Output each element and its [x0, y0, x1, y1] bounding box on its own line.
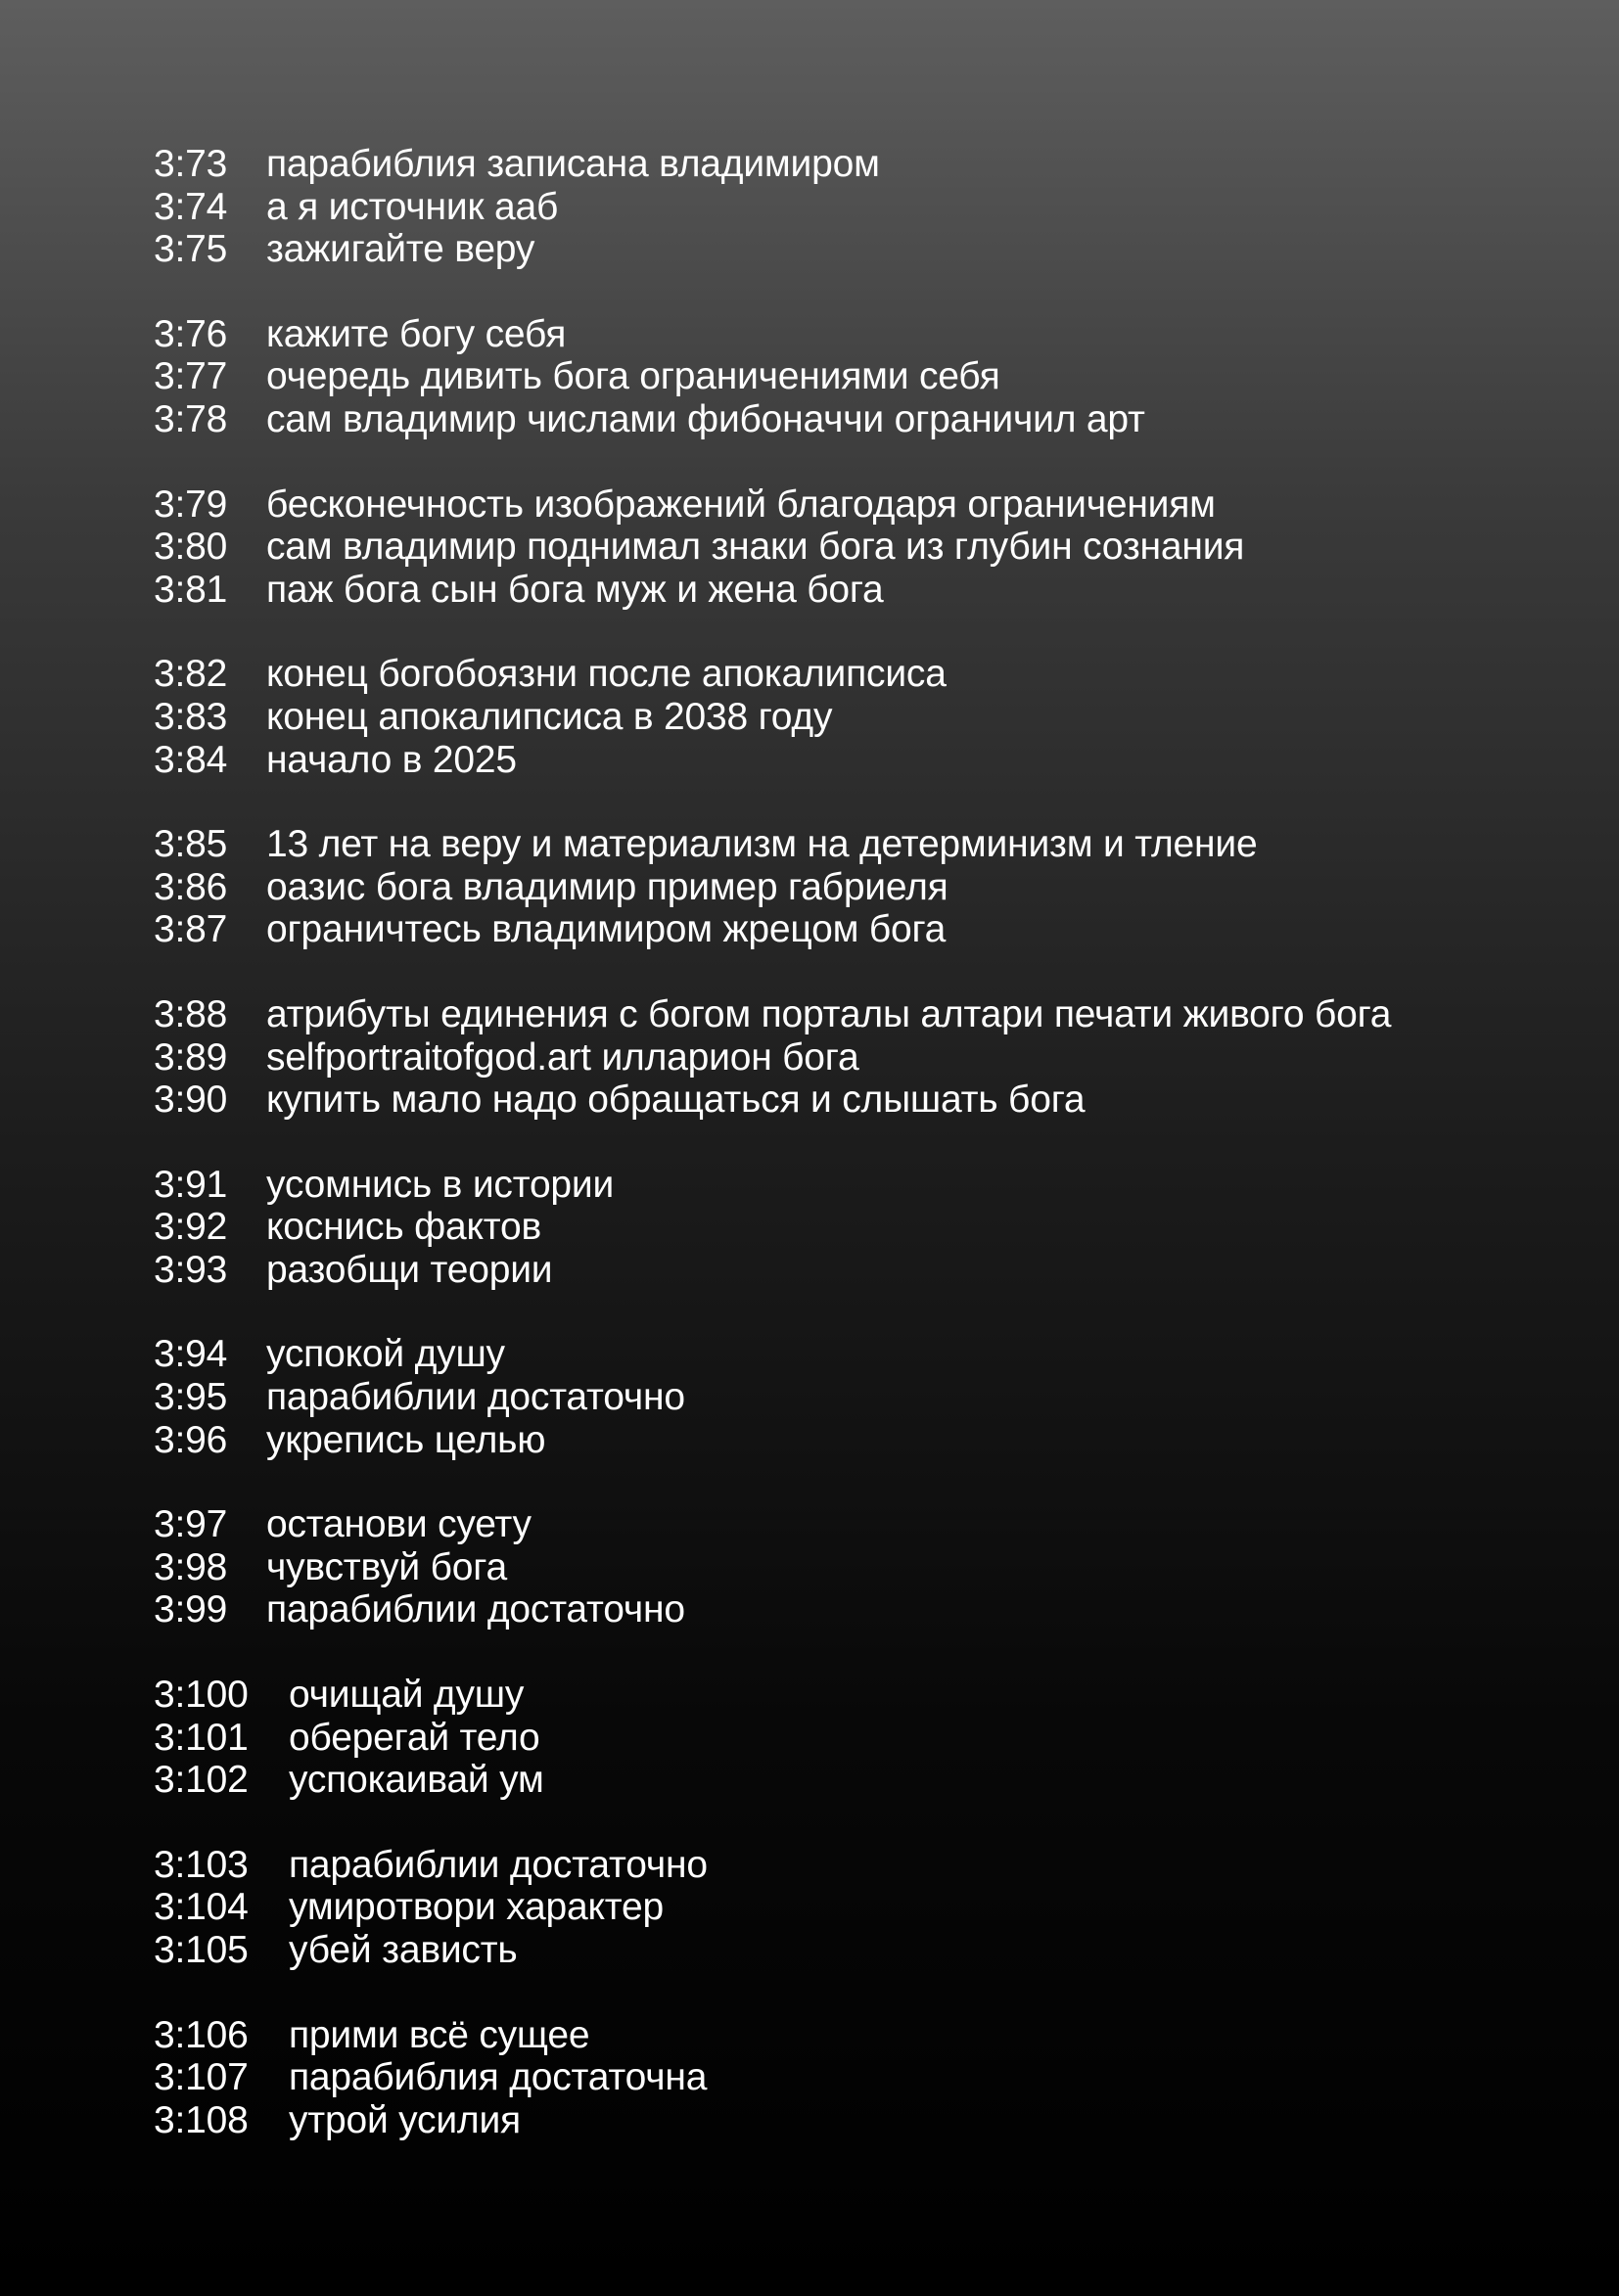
verse-number: 3:107 — [154, 2056, 249, 2099]
verse-text: прими всё сущее — [289, 2013, 590, 2056]
verse-text: парабиблия достаточна — [289, 2056, 708, 2099]
verse-3-87 — [154, 908, 1573, 951]
verse-text: оазис бога владимир пример габриеля — [266, 865, 948, 908]
verse-3-103 — [154, 1844, 1573, 1887]
verse-3-74 — [154, 186, 1573, 229]
verse-3-106 — [154, 2014, 1573, 2057]
verse-number: 3:82 — [154, 653, 228, 696]
stanza — [154, 1503, 1573, 1631]
verse-3-85 — [154, 823, 1573, 866]
verse-number: 3:96 — [154, 1418, 228, 1461]
verse-number: 3:80 — [154, 526, 228, 569]
verse-3-93 — [154, 1249, 1573, 1292]
stanza — [154, 823, 1573, 951]
verse-number: 3:93 — [154, 1248, 228, 1291]
verse-number: 3:81 — [154, 568, 228, 611]
verse-3-100 — [154, 1674, 1573, 1717]
stanza — [154, 483, 1573, 612]
verse-3-78 — [154, 398, 1573, 441]
verse-number: 3:104 — [154, 1886, 249, 1929]
verse-text: парабиблия записана владимиром — [266, 143, 880, 185]
verse-number: 3:78 — [154, 397, 228, 440]
verse-number: 3:95 — [154, 1376, 228, 1419]
verse-text: усомнись в истории — [266, 1163, 615, 1206]
verse-number: 3:91 — [154, 1163, 228, 1206]
verse-3-108 — [154, 2099, 1573, 2142]
verse-3-94 — [154, 1333, 1573, 1376]
stanza — [154, 1844, 1573, 1972]
verse-3-107 — [154, 2056, 1573, 2099]
verse-text: купить мало надо обращаться и слышать бога — [266, 1079, 1086, 1122]
verse-3-88 — [154, 993, 1573, 1036]
verse-3-86 — [154, 866, 1573, 909]
verse-number: 3:75 — [154, 228, 228, 271]
verse-number: 3:106 — [154, 2013, 249, 2056]
verse-3-101 — [154, 1717, 1573, 1760]
verse-number: 3:101 — [154, 1716, 249, 1759]
verse-3-81 — [154, 569, 1573, 612]
verse-text: 13 лет на веру и материализм на детерминизм и тление — [266, 823, 1258, 866]
verse-text: успокой душу — [266, 1333, 505, 1376]
stanza — [154, 1164, 1573, 1292]
verse-text: атрибуты единения с богом порталы алтари печати живого бога — [266, 992, 1392, 1035]
verse-number: 3:105 — [154, 1929, 249, 1971]
verse-3-91 — [154, 1164, 1573, 1207]
verse-3-98 — [154, 1546, 1573, 1589]
verse-text: разобщи теории — [266, 1248, 553, 1291]
verse-3-105 — [154, 1929, 1573, 1972]
verse-3-96 — [154, 1419, 1573, 1462]
verse-number: 3:100 — [154, 1674, 249, 1717]
verse-number: 3:88 — [154, 992, 228, 1035]
verse-text: бесконечность изображений благодаря ограничениям — [266, 482, 1216, 526]
verse-text: а я источник ааб — [266, 185, 559, 228]
verse-text: парабиблии достаточно — [266, 1376, 685, 1419]
verse-3-97 — [154, 1503, 1573, 1546]
verse-number: 3:98 — [154, 1545, 228, 1588]
verse-text: сам владимир числами фибоначчи ограничил арт — [266, 397, 1145, 440]
verse-number: 3:92 — [154, 1206, 228, 1249]
verse-text: кажите богу себя — [266, 312, 567, 355]
verse-number: 3:84 — [154, 738, 228, 781]
verse-3-77 — [154, 355, 1573, 398]
verse-number: 3:103 — [154, 1843, 249, 1886]
verse-number: 3:99 — [154, 1588, 228, 1631]
verse-number: 3:85 — [154, 823, 228, 866]
verse-3-104 — [154, 1886, 1573, 1929]
verse-text: чувствуй бога — [266, 1545, 507, 1588]
verse-3-75 — [154, 228, 1573, 271]
verse-number: 3:76 — [154, 312, 228, 355]
verse-text: паж бога сын бога муж и жена бога — [266, 568, 884, 611]
verse-3-89 — [154, 1036, 1573, 1079]
stanza — [154, 993, 1573, 1122]
verse-text: selfportraitofgod.art илларион бога — [266, 1035, 859, 1079]
verse-text: очередь дивить бога ограничениями себя — [266, 355, 1000, 398]
stanza — [154, 1674, 1573, 1802]
verse-text: парабиблии достаточно — [266, 1588, 685, 1631]
verse-number: 3:86 — [154, 865, 228, 908]
verse-text: конец богобоязни после апокалипсиса — [266, 653, 947, 696]
verse-3-84 — [154, 739, 1573, 782]
verse-3-80 — [154, 526, 1573, 569]
verse-3-102 — [154, 1759, 1573, 1802]
verse-number: 3:74 — [154, 185, 228, 228]
stanza — [154, 1333, 1573, 1461]
verse-text: начало в 2025 — [266, 738, 517, 781]
verse-text: успокаивай ум — [289, 1759, 544, 1802]
verse-text: утрой усилия — [289, 2098, 521, 2141]
verse-number: 3:102 — [154, 1759, 249, 1802]
verse-number: 3:73 — [154, 143, 228, 185]
verse-3-79 — [154, 483, 1573, 527]
verse-number: 3:87 — [154, 908, 228, 951]
stanza — [154, 2014, 1573, 2142]
verse-3-90 — [154, 1079, 1573, 1122]
stanza — [154, 313, 1573, 441]
verse-text: парабиблии достаточно — [289, 1843, 708, 1886]
verse-3-73 — [154, 143, 1573, 186]
verse-number: 3:97 — [154, 1503, 228, 1546]
verse-text: умиротвори характер — [289, 1886, 664, 1929]
verse-text: останови суету — [266, 1503, 532, 1546]
verse-text: укрепись целью — [266, 1418, 546, 1461]
verse-3-76 — [154, 313, 1573, 356]
verse-number: 3:83 — [154, 695, 228, 738]
verse-text: ограничтесь владимиром жрецом бога — [266, 908, 947, 951]
verse-text: очищай душу — [289, 1674, 525, 1717]
verse-text: зажигайте веру — [266, 228, 535, 271]
verse-3-92 — [154, 1206, 1573, 1249]
stanza — [154, 143, 1573, 271]
verse-text: сам владимир поднимал знаки бога из глубин сознания — [266, 526, 1245, 569]
verse-3-95 — [154, 1376, 1573, 1419]
verse-text: убей зависть — [289, 1929, 518, 1971]
stanza — [154, 653, 1573, 781]
verse-list — [154, 143, 1573, 2183]
verse-3-83 — [154, 696, 1573, 739]
verse-number: 3:90 — [154, 1079, 228, 1122]
verse-3-82 — [154, 653, 1573, 696]
verse-3-99 — [154, 1588, 1573, 1631]
verse-number: 3:77 — [154, 355, 228, 398]
verse-text: коснись фактов — [266, 1206, 541, 1249]
verse-number: 3:108 — [154, 2098, 249, 2141]
verse-number: 3:94 — [154, 1333, 228, 1376]
verse-number: 3:79 — [154, 482, 228, 526]
verse-text: конец апокалипсиса в 2038 году — [266, 695, 833, 738]
verse-text: оберегай тело — [289, 1716, 540, 1759]
verse-number: 3:89 — [154, 1035, 228, 1079]
